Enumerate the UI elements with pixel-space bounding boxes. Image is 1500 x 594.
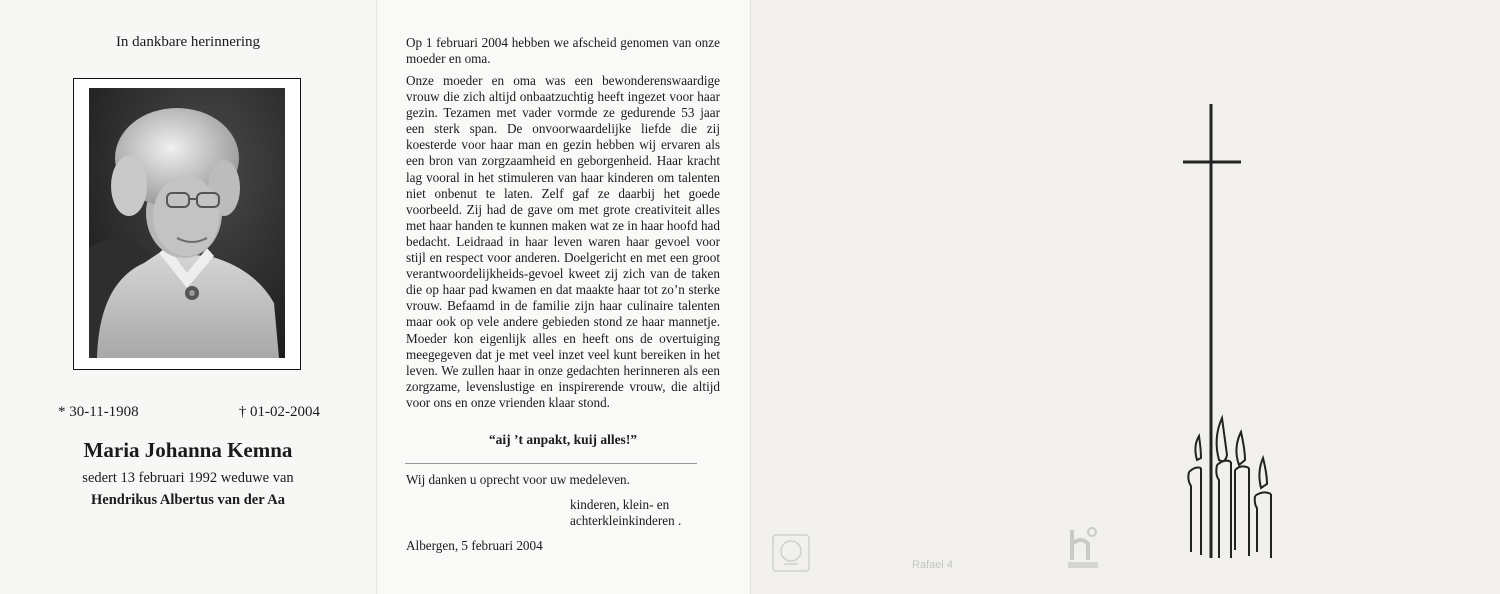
birth-date: * 30-11-1908 [58,404,139,420]
back-panel [750,0,1500,594]
imprint-text: Rafael 4 [912,559,953,571]
front-panel [0,0,376,594]
printer-logo-h-icon [1066,526,1100,570]
card-heading: In dankbare herinnering [115,34,261,50]
death-date: † 01-02-2004 [238,404,320,420]
signature-line-1: kinderen, klein- en [570,497,670,512]
printer-logo-icon [772,534,810,572]
deceased-name: Maria Johanna Kemna [83,438,293,462]
intro-paragraph: Op 1 februari 2004 hebben we afscheid genomen van onze moeder en oma. [406,35,720,66]
tribute-paragraph: Onze moeder en oma was een bewonderenswaardige vrouw die zich altijd onbaatzuchtig heeft ingezet voor haar gezin. Tezamen met vader vormde ze gedurende 53 jaar een sterk span. De onvoorwaardelijke liefde die zij koesterde voor haar man en gezin hebben wij ervaren als een bron van zorgzaamheid en geborgenheid. Haar kracht lag vooral in het stimuleren van haar kinderen om talenten niet onbenut te laten. Zelf gaf ze daarbij het goede voorbeeld. Zij had de gave om met grote creativiteit alles met haar handen te kunnen maken wat ze in haar hoofd had bedacht. Leidraad in haar leven waren haar gevoel voor stijl en respect voor anderen. Doelgericht en met een groot verantwoordelijkheids-gevoel kweet zij zich van de taken die op haar pad kwamen en dat maakte haar tot zo’n sterke vrouw. Befaamd in de familie zijn haar culinaire talenten maar ook op vele andere gebieden stond ze haar mannetje. Moeder kon eigenlijk alles en heeft ons de overtuiging meegegeven dat je met veel inzet veel kunt bereiken in het leven. We zullen haar in onze gedachten herinneren als een zorgzame, levenslustige en inspirerende vrouw, die altijd voor ons en onze vrienden klaar stond. [406,73,720,410]
husband-name: Hendrikus Albertus van der Aa [91,492,285,508]
cross-and-candles-icon [1175,100,1285,565]
place-date: Albergen, 5 februari 2004 [406,538,543,553]
portrait-photo [89,88,285,358]
signature [570,497,681,529]
motto: “aij ’t anpakt, kuij alles!” [488,432,638,447]
thanks-line: Wij danken u oprecht voor uw medeleven. [406,472,630,487]
widow-line: sedert 13 februari 1992 weduwe van [82,470,294,486]
divider [405,463,697,464]
signature-line-2: achterkleinkinderen . [570,513,682,528]
portrait-frame [73,78,301,370]
